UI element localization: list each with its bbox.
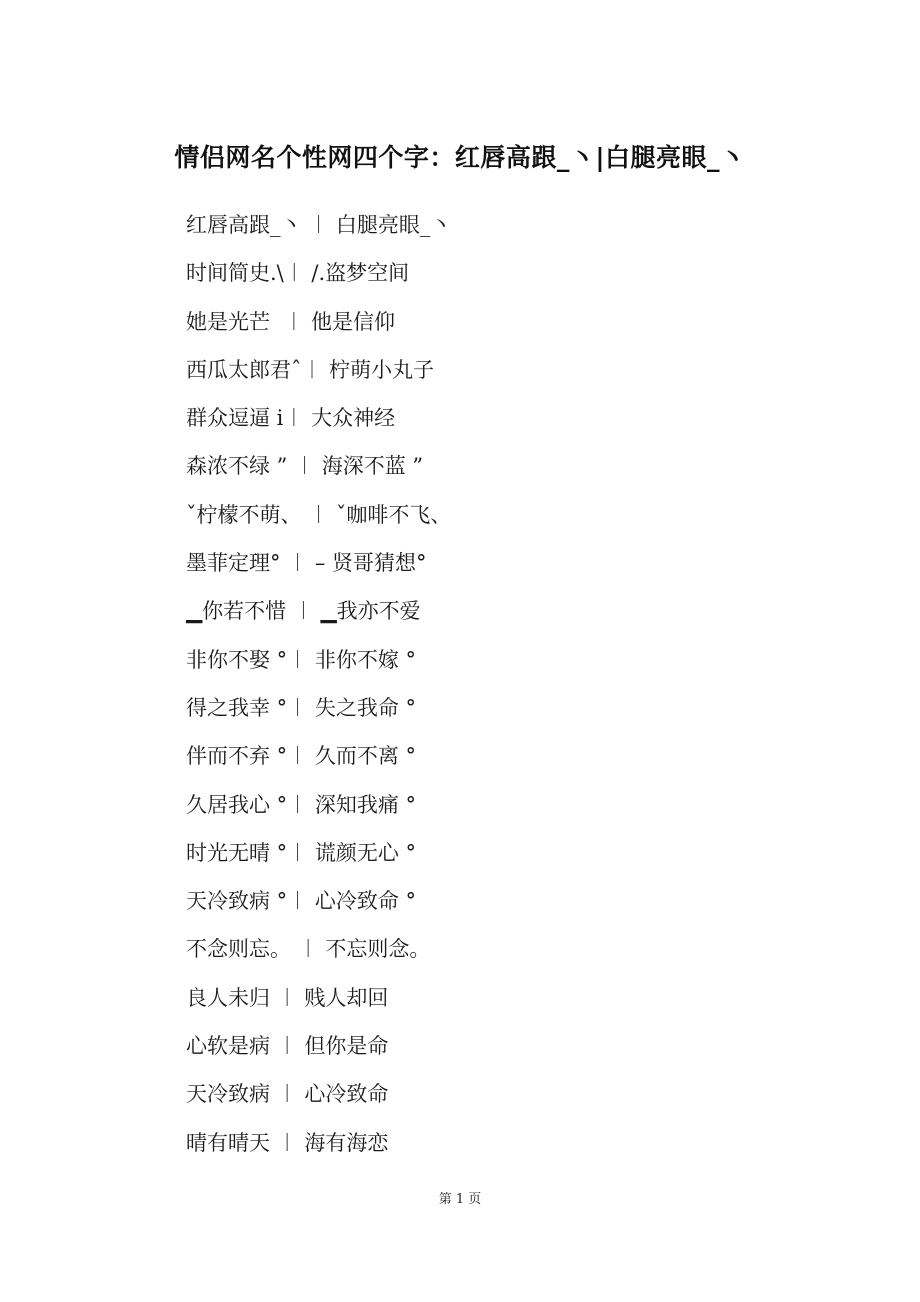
list-item: 森浓不绿 ” ︱ 海深不蓝 ”: [186, 454, 424, 479]
list-item: 不念则忘。 ︱ 不忘则念。: [186, 937, 431, 962]
list-item: ▁你若不惜 ︱ ▁我亦不爱: [186, 599, 421, 624]
list-item: 得之我幸 °︱ 失之我命 °: [186, 695, 417, 720]
list-item: 群众逗逼 i︱ 大众神经: [186, 406, 396, 431]
list-item: 久居我心 °︱ 深知我痛 °: [186, 792, 417, 817]
list-item: 红唇高跟_丶 ︱ 白腿亮眼_丶: [186, 213, 452, 237]
page-title: 情侣网名个性网四个字：红唇高跟_丶|白腿亮眼_丶: [174, 143, 746, 172]
list-item: 心软是病 ︱ 但你是命: [186, 1034, 389, 1059]
page-number: 第 1 页: [438, 1192, 482, 1207]
list-item: 墨菲定理° ︱ – 贤哥猜想°: [186, 551, 427, 576]
list-item: ˇ柠檬不萌、 ︱ ˇ咖啡不飞、: [186, 502, 452, 527]
list-item: 天冷致病 ︱ 心冷致命: [186, 1082, 389, 1107]
list-item: 她是光芒 ︱ 他是信仰: [186, 309, 396, 334]
couple-names-list: [186, 204, 826, 1170]
list-item: 良人未归 ︱ 贱人却回: [186, 985, 389, 1010]
list-item: 晴有晴天 ︱ 海有海恋: [186, 1130, 389, 1155]
list-item: 非你不娶 °︱ 非你不嫁 °: [186, 647, 417, 672]
list-item: 西瓜太郎君ˆ︱ 柠萌小丸子: [186, 357, 435, 382]
list-item: 时间简史.\︱ /.盗梦空间: [186, 261, 410, 286]
list-item: 时光无晴 °︱ 谎颜无心 °: [186, 840, 417, 865]
list-item: 伴而不弃 °︱ 久而不离 °: [186, 744, 417, 769]
list-item: 天冷致病 °︱ 心冷致命 °: [186, 889, 417, 914]
